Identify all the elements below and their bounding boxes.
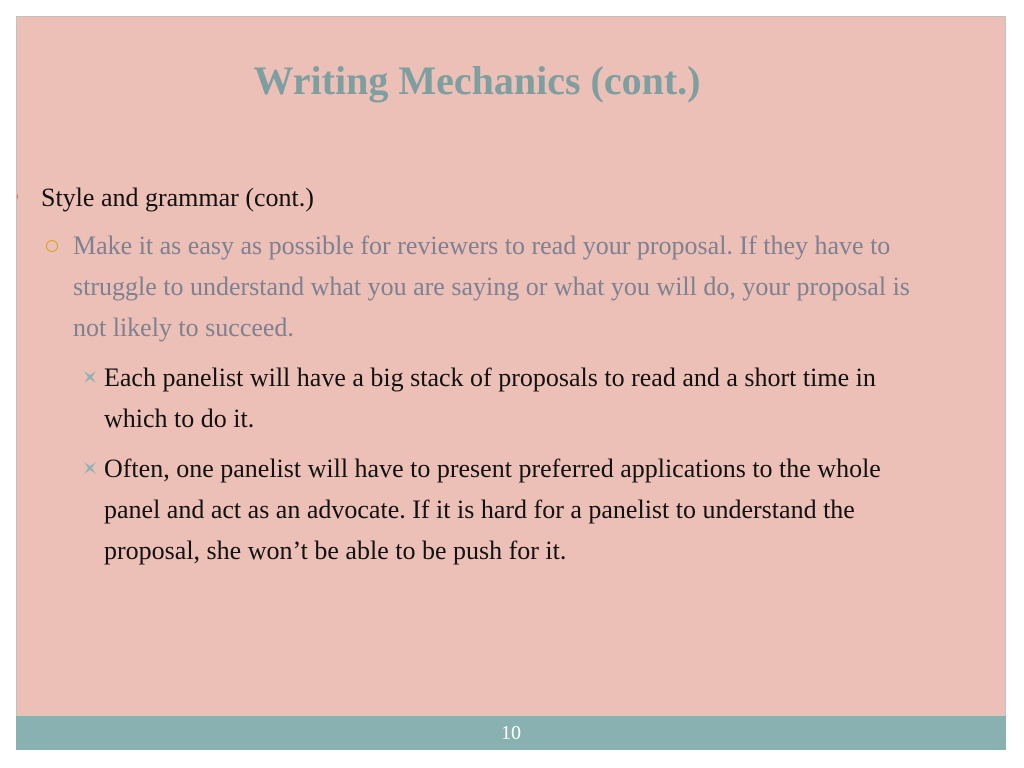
bullet-level1 [17, 177, 977, 218]
page-number: 10 [501, 722, 521, 744]
bullet-level2 [17, 225, 977, 348]
slide-body [17, 177, 977, 571]
slide [16, 16, 1006, 750]
bullet-level2-text: Make it as easy as possible for reviewers to read your proposal. If they have to struggle to understand what you are saying or what you will do, your proposal is not likely to succeed. [73, 231, 910, 342]
bullet-level3-text: Often, one panelist will have to present preferred applications to the whole panel and act as an advocate. If it is hard for a panelist to understand the proposal, she won’t be able to be push for it. [104, 454, 881, 565]
footer-bar [16, 716, 1006, 750]
hollow-circle-bullet-icon [46, 240, 58, 252]
slide-title: Writing Mechanics (cont.) [253, 58, 701, 103]
bullet-level1-text: Style and grammar (cont.) [41, 183, 314, 212]
bullet-level3-text: Each panelist will have a big stack of proposals to read and a short time in which to do it. [104, 363, 876, 433]
x-star-bullet-icon [83, 370, 97, 384]
bullet-level3-item [17, 448, 977, 571]
filled-circle-bullet-icon [16, 192, 18, 201]
x-star-bullet-icon [83, 461, 97, 475]
bullet-level3-item [17, 357, 977, 439]
